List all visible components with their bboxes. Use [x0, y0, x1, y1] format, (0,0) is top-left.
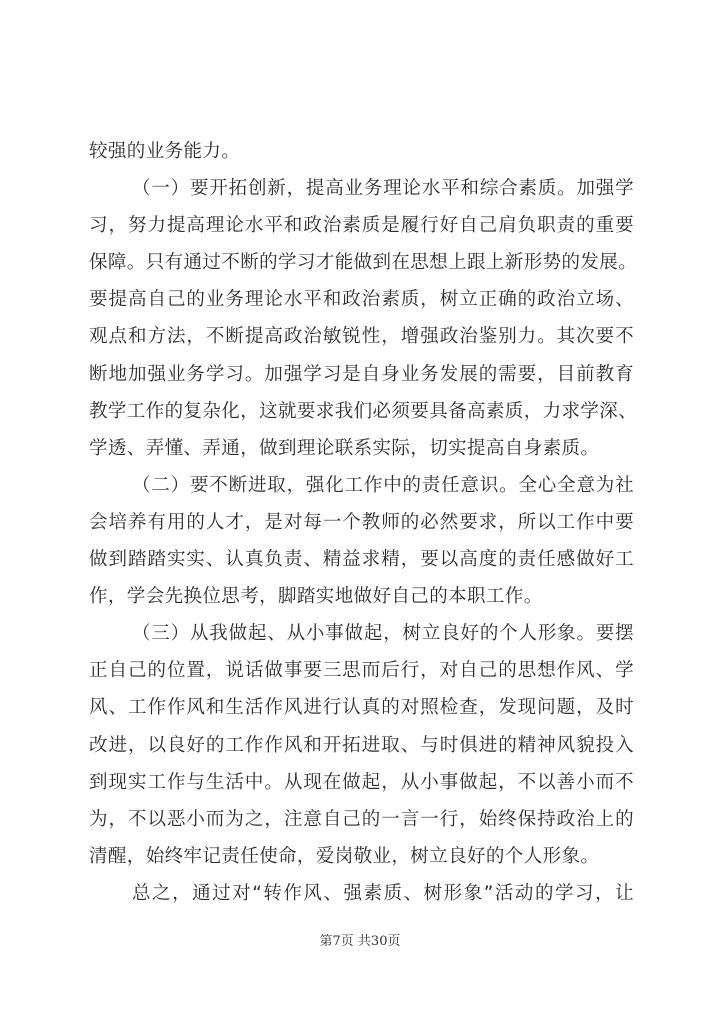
- text-line: 清醒，始终牢记责任使命，爱岗敬业，树立良好的个人形象。: [89, 845, 600, 867]
- text-line: 较强的业务能力。: [89, 141, 241, 162]
- text-line: 保障。只有通过不断的学习才能做到在思想上跟上新形势的发展。: [89, 252, 638, 274]
- text-line: 做到踏踏实实、认真负责、精益求精，要以高度的责任感做好工: [89, 549, 634, 571]
- text-line: 要提高自己的业务理论水平和政治素质，树立正确的政治立场、: [89, 289, 634, 311]
- paragraph-start-line: （二）要不断进取，强化工作中的责任意识。全心全意为社: [132, 474, 634, 496]
- text-line: 为，不以恶小而为之，注意自己的一言一行，始终保持政治上的: [89, 808, 634, 830]
- text-line: 教学工作的复杂化，这就要求我们必须要具备高素质，力求学深、: [89, 400, 638, 422]
- body-text: [89, 133, 638, 912]
- text-line: 改进，以良好的工作作风和开拓进取、与时俱进的精神风貌投入: [89, 734, 634, 756]
- text-line: 作，学会先换位思考，脚踏实地做好自己的本职工作。: [89, 586, 543, 608]
- page-number-footer: 第7页 共30页: [319, 934, 401, 949]
- text-line: 学透、弄懂、弄通，做到理论联系实际，切实提高自身素质。: [89, 437, 600, 459]
- paragraph-start-line: （三）从我做起、从小事做起，树立良好的个人形象。要摆: [132, 623, 634, 645]
- text-line: 风、工作作风和生活作风进行认真的对照检查，发现问题，及时: [89, 697, 634, 719]
- text-line: 断地加强业务学习。加强学习是自身业务发展的需要，目前教育: [89, 363, 634, 385]
- text-line: 习，努力提高理论水平和政治素质是履行好自己肩负职责的重要: [89, 215, 634, 237]
- text-line: 会培养有用的人才，是对每一个教师的必然要求，所以工作中要: [89, 511, 634, 533]
- paragraph-start-line: （一）要开拓创新，提高业务理论水平和综合素质。加强学: [132, 178, 634, 200]
- text-line: 到现实工作与生活中。从现在做起，从小事做起，不以善小而不: [89, 771, 634, 793]
- text-line: 正自己的位置，说话做事要三思而后行，对自己的思想作风、学: [89, 660, 634, 682]
- paragraph-start-line: 总之，通过对“转作风、强素质、树形象”活动的学习，让: [132, 882, 634, 904]
- text-line: 观点和方法，不断提高政治敏锐性，增强政治鉴别力。其次要不: [89, 326, 634, 348]
